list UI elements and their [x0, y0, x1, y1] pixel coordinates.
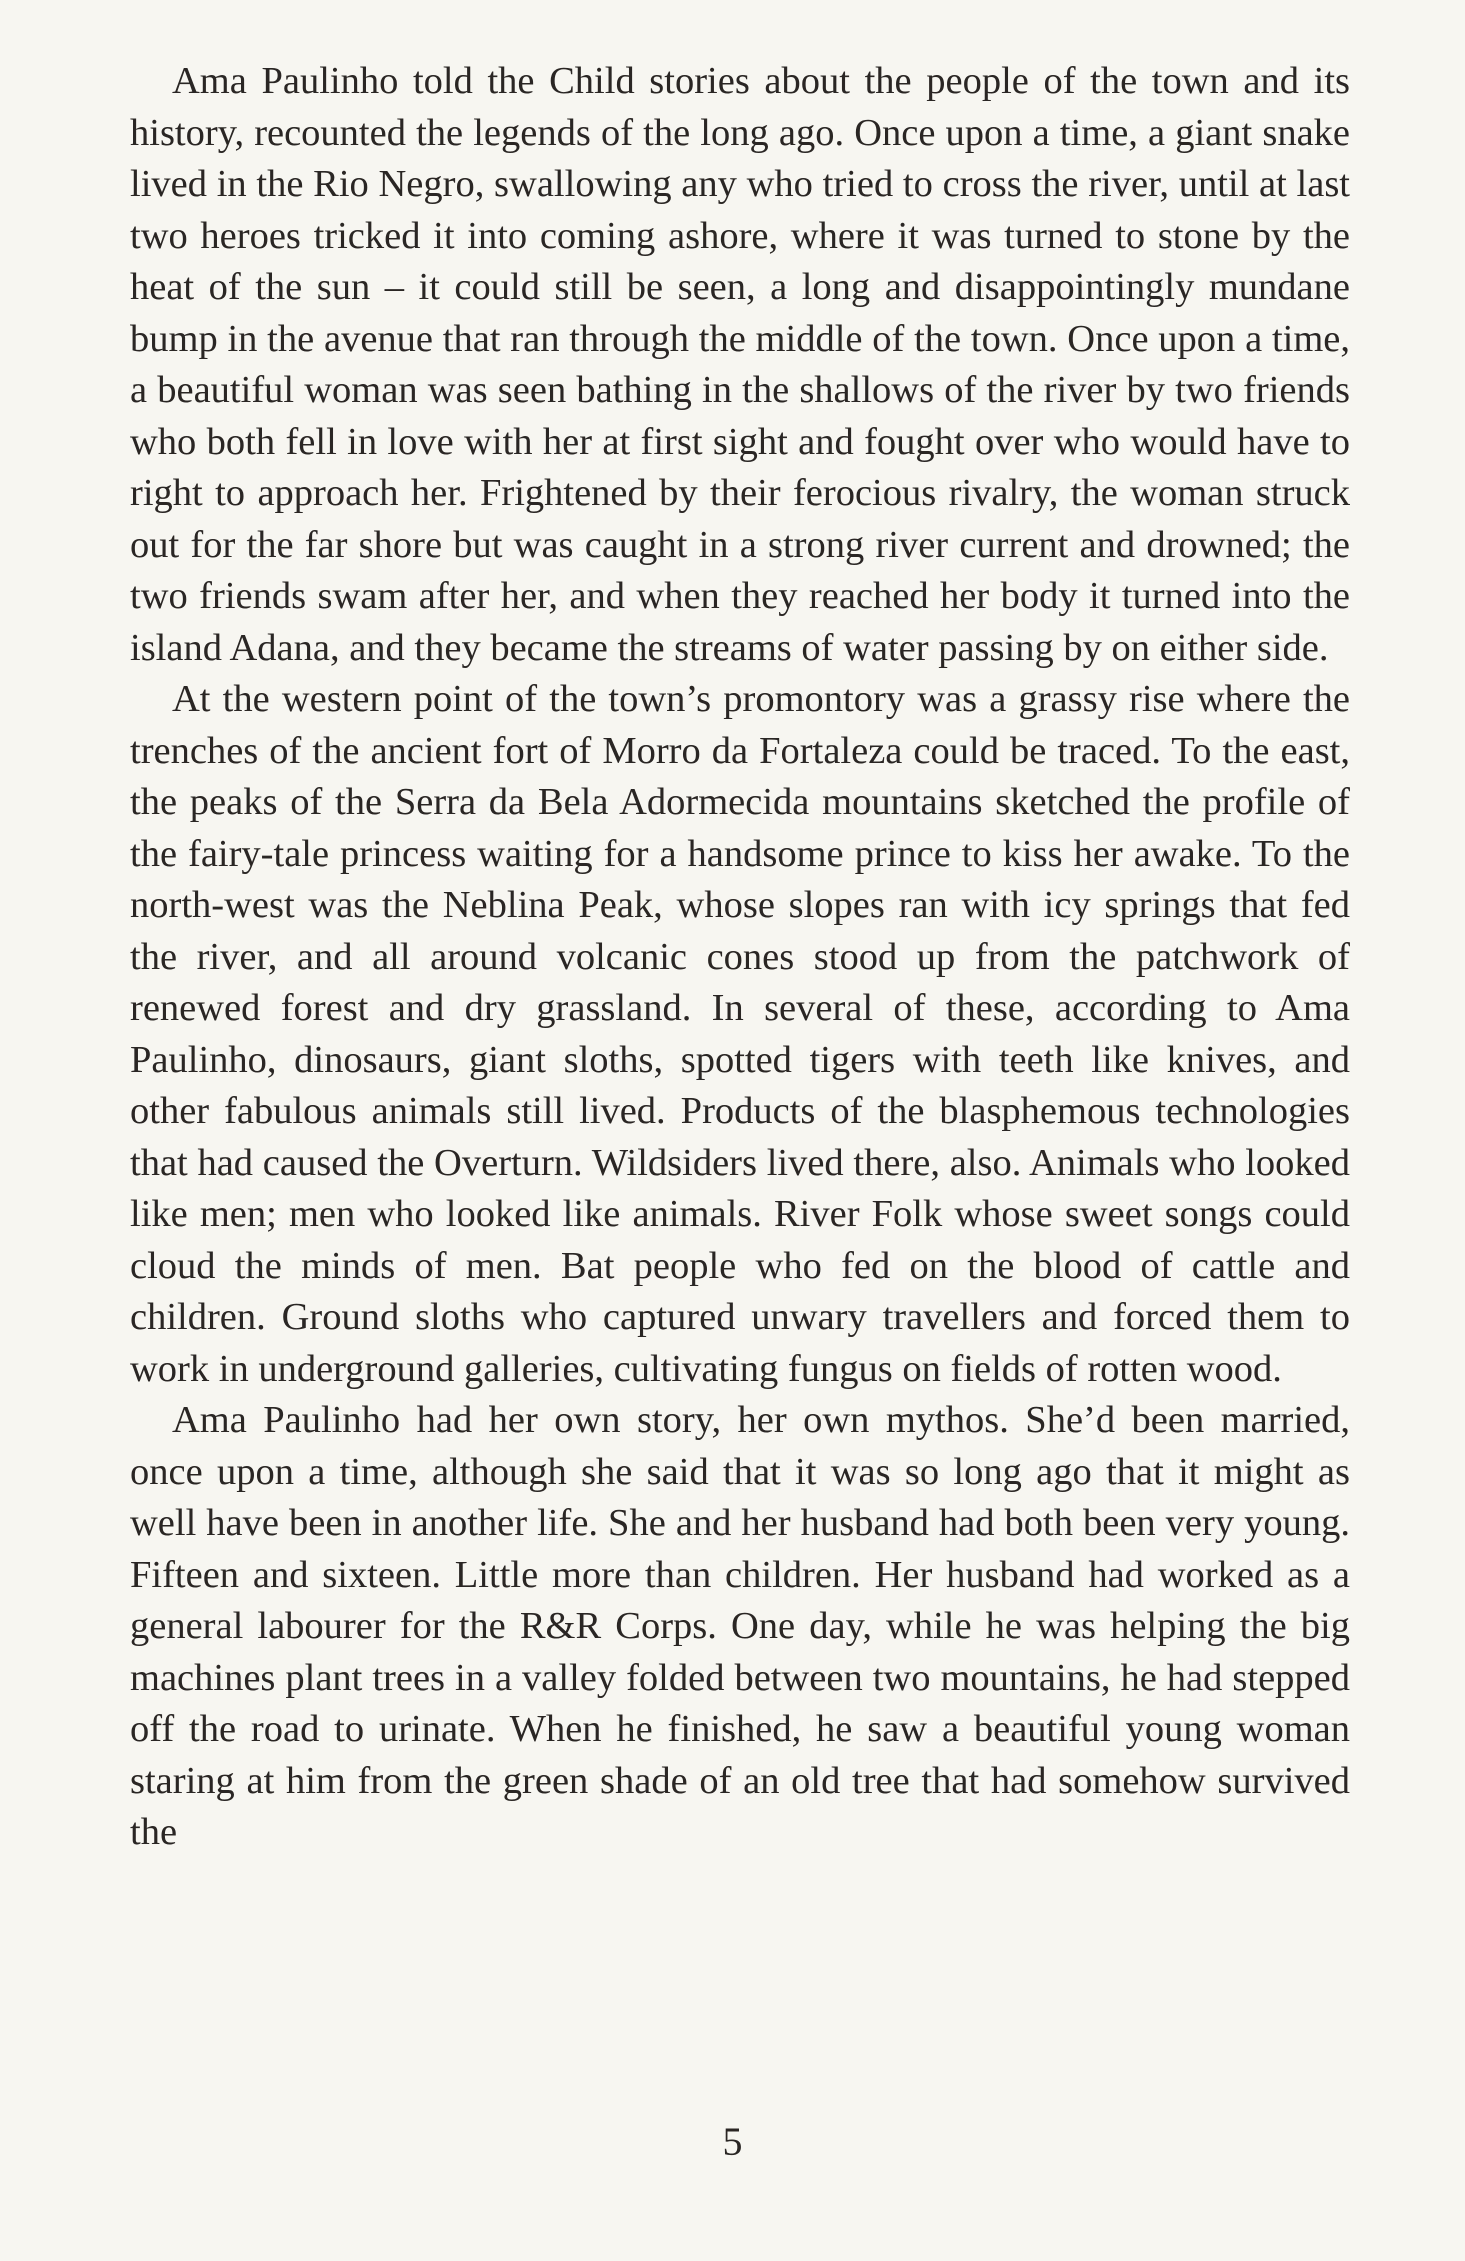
- paragraph-2: At the western point of the town’s promontory was a grassy rise where the trenches of the ancient fort of Morro da Fortaleza could be traced. To the east, the peaks of the Serra da Bela Adormecida mountains sketched the profile of the fairy-tale princess waiting for a handsome prince to kiss her awake. To the north-west was the Neblina Peak, whose slopes ran with icy springs that fed the river, and all around volcanic cones stood up from the patchwork of renewed forest and dry grassland. In several of these, according to Ama Paulinho, dinosaurs, giant sloths, spotted tigers with teeth like knives, and other fabulous animals still lived. Products of the blasphemous technologies that had caused the Overturn. Wildsiders lived there, also. Animals who looked like men; men who looked like animals. River Folk whose sweet songs could cloud the minds of men. Bat people who fed on the blood of cattle and children. Ground sloths who captured unwary travellers and forced them to work in underground galleries, cultivating fungus on fields of rotten wood.: [130, 678, 1350, 1390]
- paragraph-1: Ama Paulinho told the Child stories about the people of the town and its history, recounted the legends of the long ago. Once upon a time, a giant snake lived in the Rio Negro, swallowing any who tried to cross the river, until at last two heroes tricked it into coming ashore, where it was turned to stone by the heat of the sun – it could still be seen, a long and disappointingly mundane bump in the avenue that ran through the middle of the town. Once upon a time, a beautiful woman was seen bathing in the shallows of the river by two friends who both fell in love with her at first sight and fought over who would have to right to approach her. Frightened by their ferocious rivalry, the woman struck out for the far shore but was caught in a strong river current and drowned; the two friends swam after her, and when they reached her body it turned into the island Adana, and they became the streams of water passing by on either side.: [130, 60, 1350, 669]
- body-text: [130, 56, 1350, 1859]
- book-page: [130, 56, 1350, 2156]
- paragraph-3: Ama Paulinho had her own story, her own mythos. She’d been married, once upon a time, although she said that it was so long ago that it might as well have been in another life. She and her husband had both been very young. Fifteen and sixteen. Little more than children. Her husband had worked as a general labourer for the R&R Corps. One day, while he was helping the big machines plant trees in a valley folded between two mountains, he had stepped off the road to urinate. When he finished, he saw a beautiful young woman staring at him from the green shade of an old tree that had somehow survived the: [130, 1399, 1350, 1853]
- page-number: 5: [722, 2119, 743, 2164]
